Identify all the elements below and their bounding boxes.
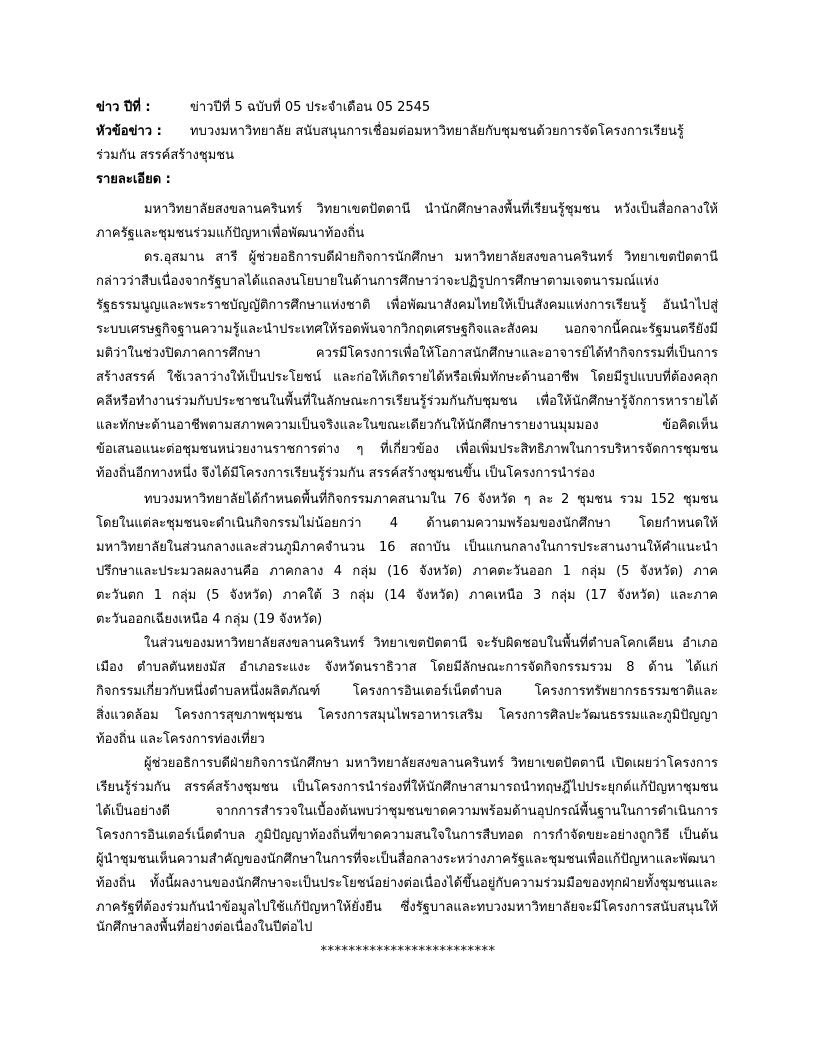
headline-row-2 [96, 144, 720, 168]
body-line: คลีหรือทำงานร่วมกับประชาชนในพื้นที่ในลักษณะการเรียนรู้ร่วมกันกับชุมชน เพื่อให้นักศึกษารู้จักการหารายได้ [96, 394, 718, 409]
body-line: โดยในแต่ละชุมชนจะดำเนินกิจกรรมไม่น้อยกว่า 4 ด้านตามความพร้อมของนักศึกษา โดยกำหนดให้ [96, 516, 718, 531]
body-line: เรียนรู้ร่วมกัน สรรค์สร้างชุมชน เป็นโครงการนำร่องที่ให้นักศึกษาสามารถนำทฤษฎีไปประยุกต์แก้ปัญหาชุมชน [96, 780, 718, 795]
body-line: ในส่วนของมหาวิทยาลัยสงขลานครินทร์ วิทยาเขตปัตตานี จะรับผิดชอบในพื้นที่ตำบลโคกเคียน อำเภอ [144, 636, 718, 651]
news-year-label: ข่าว ปีที่ : [96, 100, 151, 115]
body-line: ภาครัฐที่ต้องร่วมกันนำข้อมูลไปใช้แก้ปัญหาให้ยั่งยืน ซึ่งรัฐบาลและทบวงมหาวิทยาลัยจะมีโครงการสนับสนุนให้ [96, 900, 718, 915]
body-line: ท้องถิ่น ทั้งนี้ผลงานของนักศึกษาจะเป็นประโยชน์อย่างต่อเนื่องได้ขึ้นอยู่กับความร่วมมือของทุกฝ่ายทั้งชุมชนและ [96, 876, 718, 891]
news-year-value: ข่าวปีที่ 5 ฉบับที่ 05 ประจำเดือน 05 2545 [190, 100, 431, 115]
body-line: รัฐธรรมนูญและพระราชบัญญัติการศึกษาแห่งชาติ เพื่อพัฒนาสังคมไทยให้เป็นสังคมแห่งการเรียนรู้ อันนำไปสู่ [96, 298, 718, 313]
body-line: ระบบเศรษฐกิจฐานความรู้และนำประเทศให้รอดพ้นจากวิกฤตเศรษฐกิจและสังคม นอกจากนี้คณะรัฐมนตรียังมี [96, 322, 718, 337]
body-line: ผู้ช่วยอธิการบดีฝ่ายกิจการนักศึกษา มหาวิทยาลัยสงขลานครินทร์ วิทยาเขตปัตตานี เปิดเผยว่าโครงการ [144, 756, 718, 771]
detail-row [96, 168, 720, 192]
body-line: โครงการอินเตอร์เน็ตตำบล ภูมิปัญญาท้องถิ่นที่ขาดความสนใจในการสืบทอด การกำจัดขยะอย่างถูกวิธี เป็นต้น [96, 828, 718, 843]
headline-line-1: ทบวงมหาวิทยาลัย สนับสนุนการเชื่อมต่อมหาวิทยาลัยกับชุมชนด้วยการจัดโครงการเรียนรู้ [190, 124, 684, 139]
body-line: ข้อเสนอแนะต่อชุมชนหน่วยงานราชการต่าง ๆ ที่เกี่ยวข้อง เพื่อเพิ่มประสิทธิภาพในการบริหารจัดการชุมชน [96, 442, 718, 457]
body-line: ภาครัฐและชุมชนร่วมแก้ปัญหาเพื่อพัฒนาท้องถิ่น [96, 226, 365, 241]
body-line: กิจกรรมเกี่ยวกับหนึ่งตำบลหนึ่งผลิตภัณฑ์ โครงการอินเตอร์เน็ตตำบล โครงการทรัพยากรธรรมชาติและ [96, 684, 718, 699]
body-line: ดร.อุสมาน สารี ผู้ช่วยอธิการบดีฝ่ายกิจการนักศึกษา มหาวิทยาลัยสงขลานครินทร์ วิทยาเขตปัตตานี [144, 250, 718, 265]
body-line: ทบวงมหาวิทยาลัยได้กำหนดพื้นที่กิจกรรมภาคสนามใน 76 จังหวัด ๆ ละ 2 ชุมชน รวม 152 ชุมชน [144, 492, 718, 507]
body-line: สร้างสรรค์ ใช้เวลาว่างให้เป็นประโยชน์ และก่อให้เกิดรายได้หรือเพิ่มทักษะด้านอาชีพ โดยมีรูปแบบที่ต้องคลุก [96, 370, 718, 385]
body-line: สิ่งแวดล้อม โครงการสุขภาพชุมชน โครงการสมุนไพรอาหารเสริม โครงการศิลปะวัฒนธรรมและภูมิปัญญา [96, 708, 718, 723]
body-line: ท้องถิ่น และโครงการท่องเที่ยว [96, 732, 265, 747]
body-line: ปรึกษาและประมวลผลงานคือ ภาคกลาง 4 กลุ่ม (16 จังหวัด) ภาคตะวันออก 1 กลุ่ม (5 จังหวัด) ภาค [96, 564, 718, 579]
headline-row [96, 120, 720, 144]
body-line: ผู้นำชุมชนเห็นความสำคัญของนักศึกษาในการที่จะเป็นสื่อกลางระหว่างภาครัฐและชุมชนเพื่อแก้ปัญหาและพัฒนา [96, 852, 716, 867]
detail-label: รายละเอียด : [96, 172, 171, 187]
body-line: และทักษะด้านอาชีพตามสภาพความเป็นจริงและในขณะเดียวกันให้นักศึกษารายงานมุมมอง ข้อคิดเห็น [96, 418, 718, 433]
body-line: มติว่าในช่วงปิดภาคการศึกษา ควรมีโครงการเพื่อให้โอกาสนักศึกษาและอาจารย์ได้ทำกิจกรรมที่เป็นการ [96, 346, 718, 361]
headline-label: หัวข้อข่าว : [96, 124, 162, 139]
body-line: ท้องถิ่นอีกทางหนึ่ง จึงได้มีโครงการเรียนรู้ร่วมกัน สรรค์สร้างชุมชนขึ้น เป็นโครงการนำร่อง [96, 466, 595, 481]
body-line: ตะวันตก 1 กลุ่ม (5 จังหวัด) ภาคใต้ 3 กลุ่ม (14 จังหวัด) ภาคเหนือ 3 กลุ่ม (17 จังหวัด) และภาค [96, 588, 718, 603]
body-line: มหาวิทยาลัยสงขลานครินทร์ วิทยาเขตปัตตานี นำนักศึกษาลงพื้นที่เรียนรู้ชุมชน หวังเป็นสื่อกลางให้ [144, 202, 718, 217]
news-year-row [96, 96, 720, 120]
headline-line-2: ร่วมกัน สรรค์สร้างชุมชน [96, 148, 235, 163]
body-line: ได้เป็นอย่างดี จากการสำรวจในเบื้องต้นพบว่าชุมชนขาดความพร้อมด้านอุปกรณ์พื้นฐานในการดำเนินการ [96, 804, 718, 819]
body-line: เมือง ตำบลตันหยงมัส อำเภอระแงะ จังหวัดนราธิวาส โดยมีลักษณะการจัดกิจกรรมรวม 8 ด้าน ได้แก่ [96, 660, 718, 675]
body-line: มหาวิทยาลัยในส่วนกลางและส่วนภูมิภาคจำนวน 16 สถาบัน เป็นแกนกลางในการประสานงานให้คำแนะนำ [96, 540, 718, 555]
body-line: นักศึกษาลงพื้นที่อย่างต่อเนื่องในปีต่อไป [96, 920, 313, 935]
body-line: กล่าวว่าสืบเนื่องจากรัฐบาลได้แถลงนโยบายในด้านการศึกษาว่าจะปฏิรูปการศึกษาตามเจตนารมณ์แห่ง [96, 274, 659, 289]
footer-separator: ************************* [320, 944, 496, 959]
body-line: ตะวันออกเฉียงเหนือ 4 กลุ่ม (19 จังหวัด) [96, 612, 323, 627]
